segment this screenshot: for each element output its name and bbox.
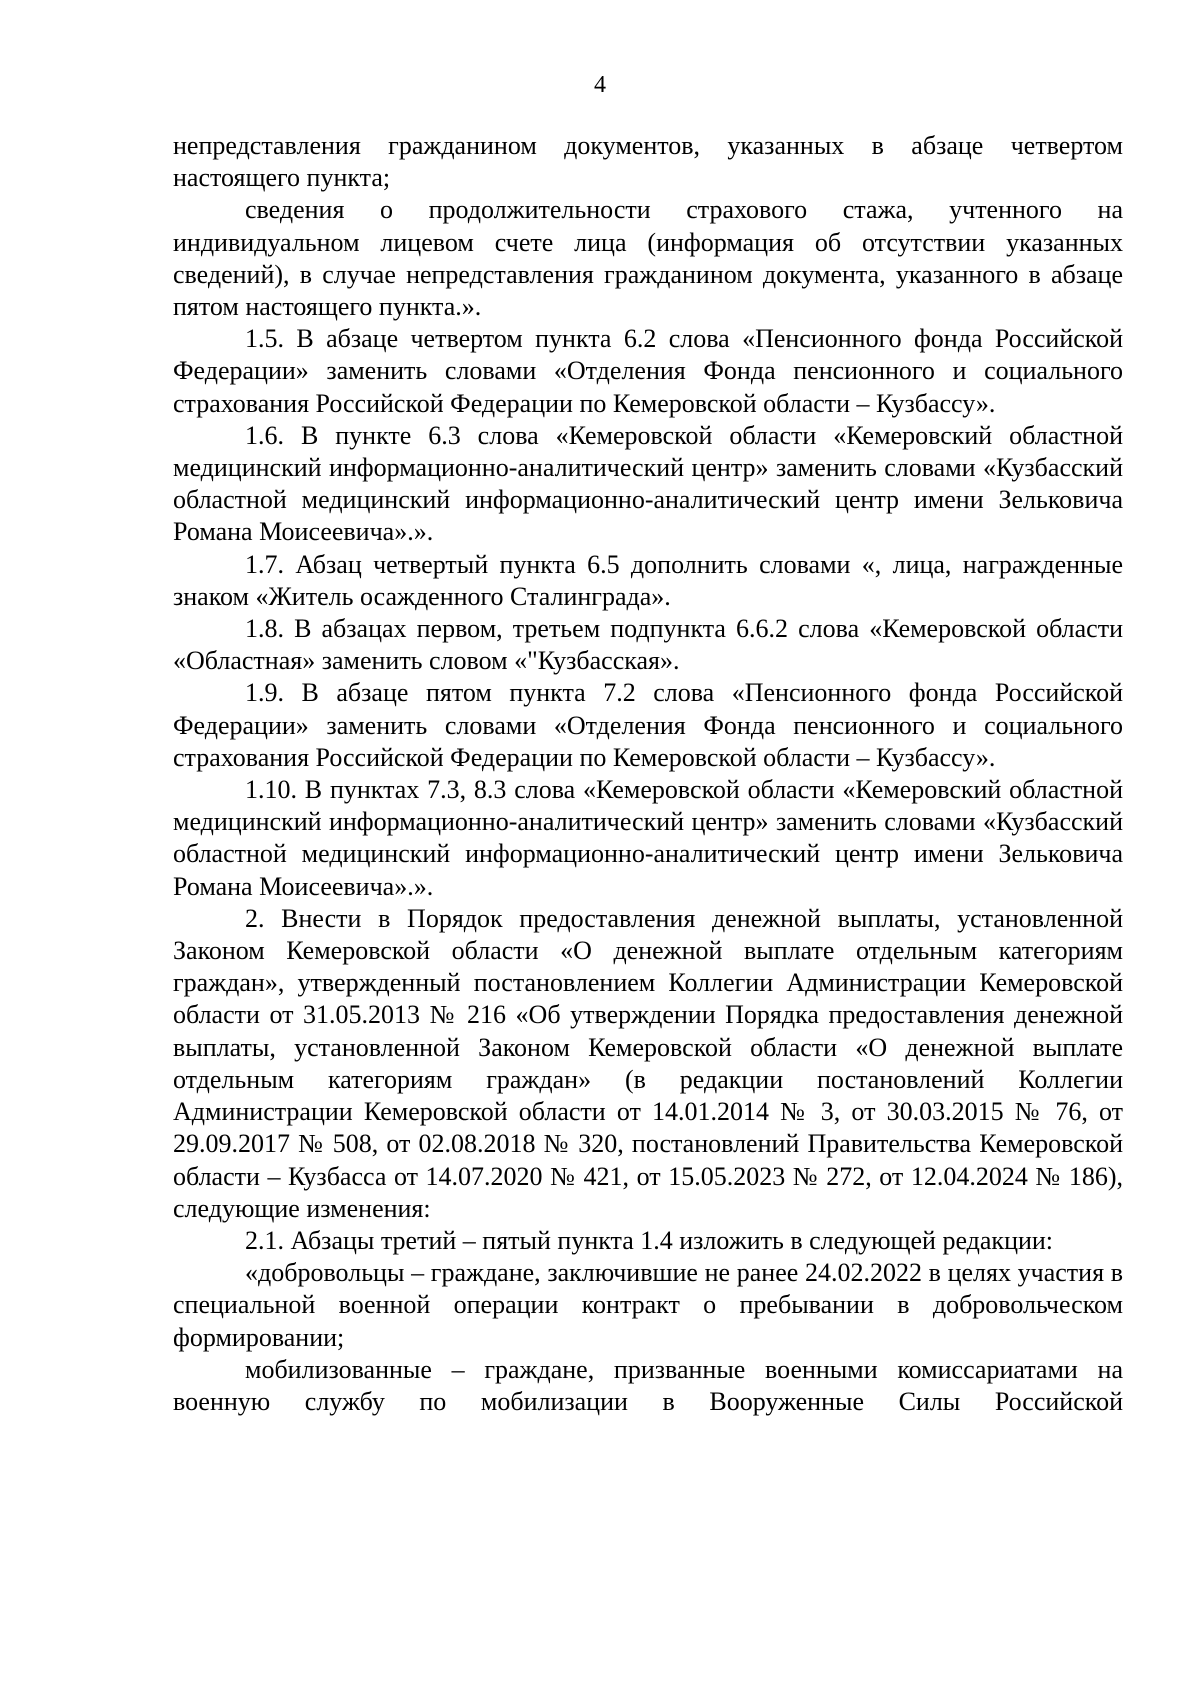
paragraph-mobilized: мобилизованные – граждане, призванные военными комиссариатами на военную службу по мобилизации в Вооруженные Силы Российской bbox=[173, 1354, 1123, 1416]
document-body bbox=[173, 130, 1123, 1418]
paragraph-2-1: 2.1. Абзацы третий – пятый пункта 1.4 изложить в следующей редакции: bbox=[245, 1225, 1054, 1255]
paragraph-volunteers: «добровольцы – граждане, заключившие не ранее 24.02.2022 в целях участия в специальной военной операции контракт о пребывании в добровольческом формировании; bbox=[173, 1258, 1123, 1352]
paragraph-1-5: 1.5. В абзаце четвертом пункта 6.2 слова «Пенсионного фонда Российской Федерации» заменить словами «Отделения Фонда пенсионного и социального страхования Российской Федерации по Кемеровской области – Кузбассу». bbox=[173, 324, 1123, 418]
paragraph-continuation: непредставления гражданином документов, указанных в абзаце четвертом настоящего пункта; bbox=[173, 131, 1123, 193]
paragraph-1-10: 1.10. В пунктах 7.3, 8.3 слова «Кемеровской области «Кемеровский областной медицинский информационно-аналитический центр» заменить словами «Кузбасский областной медицинский информационно-аналитический центр имени Зельковича Романа Моисеевича».». bbox=[173, 775, 1123, 901]
page-number: 4 bbox=[594, 72, 606, 98]
paragraph-1-7: 1.7. Абзац четвертый пункта 6.5 дополнить словами «, лица, награжденные знаком «Житель осажденного Сталинграда». bbox=[173, 549, 1123, 611]
paragraph-2: 2. Внести в Порядок предоставления денежной выплаты, установленной Законом Кемеровской области «О денежной выплате отдельным категориям граждан», утвержденный постановлением Коллегии Администрации Кемеровской области от 31.05.2013 № 216 «Об утверждении Порядка предоставления денежной выплаты, установленной Законом Кемеровской области «О денежной выплате отдельным категориям граждан» (в редакции постановлений Коллегии Администрации Кемеровской области от 14.01.2014 № 3, от 30.03.2015 № 76, от 29.09.2017 № 508, от 02.08.2018 № 320, постановлений Правительства Кемеровской области – Кузбасса от 14.07.2020 № 421, от 15.05.2023 № 272, от 12.04.2024 № 186), следующие изменения: bbox=[173, 903, 1123, 1223]
paragraph-insurance-info: сведения о продолжительности страхового стажа, учтенного на индивидуальном лицевом счете лица (информация об отсутствии указанных сведений), в случае непредставления гражданином документа, указанного в абзаце пятом настоящего пункта.». bbox=[173, 195, 1123, 322]
paragraph-1-8: 1.8. В абзацах первом, третьем подпункта 6.6.2 слова «Кемеровской области «Областная» заменить словом «"Кузбасская». bbox=[173, 614, 1123, 676]
paragraph-1-9: 1.9. В абзаце пятом пункта 7.2 слова «Пенсионного фонда Российской Федерации» заменить словами «Отделения Фонда пенсионного и социального страхования Российской Федерации по Кемеровской области – Кузбассу». bbox=[173, 678, 1123, 772]
paragraph-1-6: 1.6. В пункте 6.3 слова «Кемеровской области «Кемеровский областной медицинский информационно-аналитический центр» заменить словами «Кузбасский областной медицинский информационно-аналитический центр имени Зельковича Романа Моисеевича».». bbox=[173, 420, 1123, 547]
